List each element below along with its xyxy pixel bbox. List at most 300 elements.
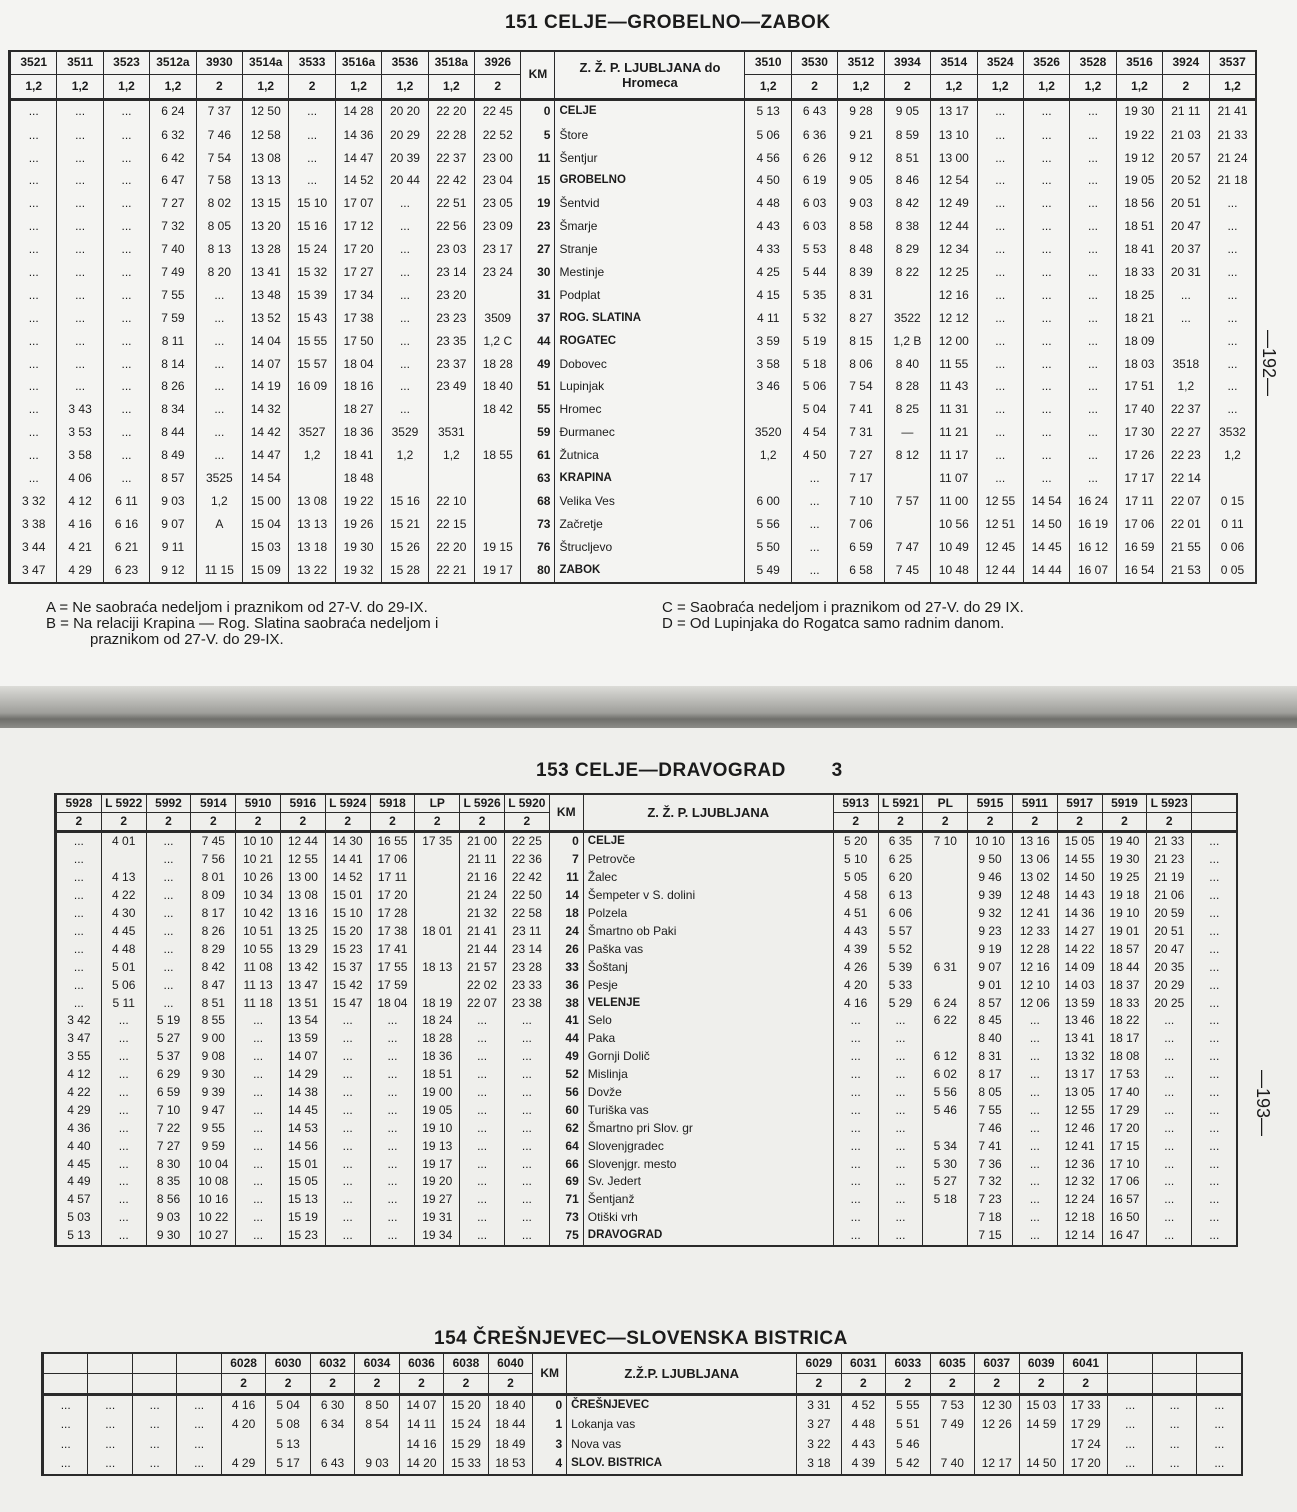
km-cell: 44: [549, 1030, 583, 1048]
time-cell: ...: [1070, 170, 1116, 193]
time-cell: 8 34: [150, 399, 196, 422]
station-name: Slovenjgradec: [583, 1138, 833, 1156]
train-class: 2: [833, 813, 878, 832]
time-cell: 9 00: [191, 1030, 236, 1048]
time-cell: 5 03: [57, 1209, 102, 1227]
station-name: CELJE: [583, 832, 833, 852]
time-cell: 9 11: [150, 536, 196, 559]
km-cell: 60: [549, 1102, 583, 1120]
time-cell: 6 21: [103, 536, 149, 559]
time-cell: ...: [57, 193, 103, 216]
time-cell: 22 21: [428, 559, 474, 582]
time-cell: 23 49: [428, 376, 474, 399]
time-cell: ...: [833, 1191, 878, 1209]
time-cell: 10 49: [931, 536, 977, 559]
time-cell: ...: [196, 399, 242, 422]
time-cell: 8 35: [146, 1173, 191, 1191]
train-number: 5914: [191, 795, 236, 813]
station-name: Žalec: [583, 869, 833, 887]
time-cell: ...: [1023, 124, 1069, 147]
time-cell: ...: [325, 1102, 370, 1120]
time-cell: 17 24: [1063, 1435, 1107, 1455]
time-cell: 21 03: [1163, 124, 1209, 147]
time-cell: 3 55: [57, 1048, 102, 1066]
time-cell: 15 13: [280, 1191, 325, 1209]
time-cell: 9 12: [150, 559, 196, 582]
time-cell: 12 36: [1057, 1156, 1102, 1174]
time-cell: 7 36: [968, 1156, 1013, 1174]
station-name: Stranje: [555, 239, 745, 262]
time-cell: 8 31: [968, 1048, 1013, 1066]
time-cell: 23 11: [504, 923, 549, 941]
train-class: 2: [221, 1373, 265, 1394]
time-cell: 17 41: [370, 941, 415, 959]
time-cell: 18 49: [488, 1435, 532, 1455]
train-number: L 5926: [460, 795, 505, 813]
time-cell: 8 15: [838, 330, 884, 353]
time-cell: ...: [11, 330, 57, 353]
station-name: Velika Ves: [555, 490, 745, 513]
train-class: [1108, 1373, 1152, 1394]
train-class: 2: [968, 813, 1013, 832]
time-cell: ...: [1108, 1394, 1152, 1415]
time-cell: ...: [1147, 1012, 1192, 1030]
time-cell: ...: [1147, 1120, 1192, 1138]
time-cell: [975, 1435, 1019, 1455]
time-cell: 16 12: [1070, 536, 1116, 559]
time-cell: ...: [833, 1227, 878, 1245]
time-cell: 4 20: [221, 1415, 265, 1435]
time-cell: 7 32: [968, 1173, 1013, 1191]
time-cell: 20 37: [1163, 239, 1209, 262]
time-cell: 3 38: [11, 513, 57, 536]
km-cell: 3: [533, 1435, 567, 1455]
note-c: C = Saobraća nedeljom i praznikom od 27-V. do 29 IX.: [662, 599, 1024, 616]
time-cell: 11 18: [236, 995, 281, 1013]
time-cell: 4 29: [221, 1454, 265, 1474]
km-cell: 23: [521, 216, 555, 239]
time-cell: 6 19: [791, 170, 837, 193]
time-cell: ...: [11, 307, 57, 330]
time-cell: 16 09: [289, 376, 335, 399]
train-number: 6032: [310, 1354, 354, 1373]
time-cell: ...: [1023, 147, 1069, 170]
time-cell: 7 47: [884, 536, 930, 559]
km-cell: 68: [521, 490, 555, 513]
time-cell: 18 16: [335, 376, 381, 399]
train-number: 3526: [1023, 52, 1069, 74]
time-cell: 6 13: [878, 887, 923, 905]
time-cell: [415, 905, 460, 923]
time-cell: ...: [88, 1415, 132, 1435]
time-cell: 7 17: [838, 468, 884, 491]
time-cell: ...: [1070, 193, 1116, 216]
time-cell: 5 04: [266, 1394, 310, 1415]
time-cell: 5 34: [923, 1138, 968, 1156]
time-cell: 17 15: [1102, 1138, 1147, 1156]
time-cell: 6 06: [878, 905, 923, 923]
time-cell: ...: [1108, 1435, 1152, 1455]
time-cell: ...: [370, 1209, 415, 1227]
time-cell: ...: [196, 376, 242, 399]
time-cell: ...: [103, 284, 149, 307]
time-cell: ...: [325, 1048, 370, 1066]
time-cell: ...: [1023, 216, 1069, 239]
time-cell: 21 44: [460, 941, 505, 959]
time-cell: 16 57: [1102, 1191, 1147, 1209]
time-cell: 21 32: [460, 905, 505, 923]
time-cell: 4 56: [745, 147, 791, 170]
time-cell: [475, 513, 521, 536]
time-cell: [745, 399, 791, 422]
time-cell: 6 20: [878, 869, 923, 887]
time-cell: 4 25: [745, 261, 791, 284]
station-name: Gornji Dolič: [583, 1048, 833, 1066]
time-cell: 13 54: [280, 1012, 325, 1030]
time-cell: 19 17: [415, 1156, 460, 1174]
time-cell: ...: [1209, 261, 1255, 284]
time-cell: 18 44: [1102, 959, 1147, 977]
time-cell: ...: [370, 1048, 415, 1066]
time-cell: 3 31: [797, 1394, 841, 1415]
time-cell: 15 57: [289, 353, 335, 376]
station-name: ZABOK: [555, 559, 745, 582]
time-cell: 19 00: [415, 1084, 460, 1102]
station-name: Začretje: [555, 513, 745, 536]
time-cell: ...: [57, 887, 102, 905]
time-cell: ...: [101, 1227, 146, 1245]
time-cell: ...: [1192, 1084, 1237, 1102]
time-cell: 23 37: [428, 353, 474, 376]
time-cell: 11 43: [931, 376, 977, 399]
time-cell: 7 18: [968, 1209, 1013, 1227]
time-cell: 12 58: [243, 124, 289, 147]
note-b-cont: praznikom od 27-V. do 29-IX.: [90, 631, 284, 648]
time-cell: 4 30: [101, 905, 146, 923]
time-cell: 18 04: [335, 353, 381, 376]
time-cell: 18 37: [1102, 977, 1147, 995]
time-cell: 3518: [1163, 353, 1209, 376]
time-cell: 22 37: [428, 147, 474, 170]
time-cell: 4 48: [101, 941, 146, 959]
time-cell: 14 41: [325, 851, 370, 869]
time-cell: ...: [103, 307, 149, 330]
time-cell: 13 48: [243, 284, 289, 307]
time-cell: 13 17: [931, 99, 977, 124]
time-cell: ...: [132, 1415, 176, 1435]
km-cell: 11: [549, 869, 583, 887]
time-cell: 11 07: [931, 468, 977, 491]
time-cell: 22 10: [428, 490, 474, 513]
time-cell: 5 51: [886, 1415, 930, 1435]
time-cell: 14 04: [243, 330, 289, 353]
time-cell: ...: [103, 216, 149, 239]
train-class: 2: [355, 1373, 399, 1394]
train-number: 5915: [968, 795, 1013, 813]
time-cell: 7 10: [146, 1102, 191, 1120]
time-cell: 7 37: [196, 99, 242, 124]
km-cell: 4: [533, 1454, 567, 1474]
time-cell: 6 59: [838, 536, 884, 559]
time-cell: 12 26: [975, 1415, 1019, 1435]
table-row: [57, 1173, 1237, 1191]
time-cell: ...: [1012, 1138, 1057, 1156]
time-cell: ...: [504, 1048, 549, 1066]
time-cell: ...: [11, 284, 57, 307]
time-cell: ...: [101, 1084, 146, 1102]
time-cell: 8 59: [884, 124, 930, 147]
time-cell: 10 27: [191, 1227, 236, 1245]
time-cell: ...: [382, 353, 428, 376]
time-cell: ...: [1023, 239, 1069, 262]
time-cell: 4 33: [745, 239, 791, 262]
time-cell: 19 22: [1116, 124, 1162, 147]
time-cell: 1,2: [428, 445, 474, 468]
time-cell: 17 30: [1116, 422, 1162, 445]
time-cell: 14 09: [1057, 959, 1102, 977]
train-class: [88, 1373, 132, 1394]
time-cell: 19 12: [1116, 147, 1162, 170]
train-class: 1,2: [838, 74, 884, 99]
time-cell: ...: [1209, 216, 1255, 239]
time-cell: 7 45: [191, 832, 236, 852]
time-cell: ...: [504, 1156, 549, 1174]
time-cell: 21 19: [1147, 869, 1192, 887]
time-cell: ...: [1192, 1191, 1237, 1209]
time-cell: ...: [370, 1066, 415, 1084]
time-cell: 5 04: [791, 399, 837, 422]
time-cell: 11 31: [931, 399, 977, 422]
time-cell: 18 01: [415, 923, 460, 941]
time-cell: ...: [57, 923, 102, 941]
time-cell: ...: [44, 1415, 88, 1435]
station-name: VELENJE: [583, 995, 833, 1013]
time-cell: 5 53: [791, 239, 837, 262]
time-cell: [415, 887, 460, 905]
time-cell: 20 25: [1147, 995, 1192, 1013]
station-name: Šmartno pri Slov. gr: [583, 1120, 833, 1138]
time-cell: 7 31: [838, 422, 884, 445]
train-number: 3523: [103, 52, 149, 74]
time-cell: 16 07: [1070, 559, 1116, 582]
time-cell: ...: [325, 1120, 370, 1138]
time-cell: ...: [1192, 1156, 1237, 1174]
time-cell: ...: [103, 376, 149, 399]
train-number: PL: [923, 795, 968, 813]
time-cell: 12 44: [280, 832, 325, 852]
time-cell: ...: [460, 1209, 505, 1227]
time-cell: 18 56: [1116, 193, 1162, 216]
time-cell: 13 00: [931, 147, 977, 170]
time-cell: 18 04: [370, 995, 415, 1013]
time-cell: ...: [103, 170, 149, 193]
time-cell: 3527: [289, 422, 335, 445]
time-cell: 20 29: [1147, 977, 1192, 995]
time-cell: 13 13: [289, 513, 335, 536]
time-cell: 4 22: [101, 887, 146, 905]
train-class: 1,2: [428, 74, 474, 99]
timetable-151: [10, 52, 1255, 582]
time-cell: ...: [1152, 1435, 1196, 1455]
time-cell: 13 05: [1057, 1084, 1102, 1102]
train-class: 2: [1012, 813, 1057, 832]
km-header: KM: [533, 1354, 567, 1394]
timetable-151-notes-left: [46, 600, 438, 648]
time-cell: 4 16: [57, 513, 103, 536]
time-cell: [923, 887, 968, 905]
time-cell: 16 50: [1102, 1209, 1147, 1227]
time-cell: 19 25: [1102, 869, 1147, 887]
time-cell: 18 25: [1116, 284, 1162, 307]
time-cell: 15 32: [289, 261, 335, 284]
time-cell: ...: [289, 124, 335, 147]
time-cell: ...: [146, 959, 191, 977]
km-cell: 36: [549, 977, 583, 995]
time-cell: ...: [878, 1209, 923, 1227]
train-class: 1,2: [57, 74, 103, 99]
time-cell: 9 08: [191, 1048, 236, 1066]
time-cell: 6 34: [310, 1415, 354, 1435]
time-cell: ...: [370, 1173, 415, 1191]
time-cell: ...: [325, 1209, 370, 1227]
time-cell: ...: [833, 1138, 878, 1156]
time-cell: 17 11: [370, 869, 415, 887]
time-cell: 13 00: [280, 869, 325, 887]
time-cell: ...: [11, 216, 57, 239]
time-cell: 6 02: [923, 1066, 968, 1084]
km-cell: 80: [521, 559, 555, 582]
time-cell: 9 12: [838, 147, 884, 170]
time-cell: 5 32: [791, 307, 837, 330]
time-cell: 19 05: [415, 1102, 460, 1120]
time-cell: ...: [1192, 1102, 1237, 1120]
time-cell: ...: [1147, 1138, 1192, 1156]
time-cell: ...: [57, 832, 102, 852]
time-cell: 18 51: [1116, 216, 1162, 239]
time-cell: ...: [977, 239, 1023, 262]
train-number: 3511: [57, 52, 103, 74]
time-cell: 12 12: [931, 307, 977, 330]
time-cell: 12 14: [1057, 1227, 1102, 1245]
km-cell: 75: [549, 1227, 583, 1245]
km-cell: 41: [549, 1012, 583, 1030]
time-cell: ...: [289, 170, 335, 193]
time-cell: 15 47: [325, 995, 370, 1013]
time-cell: 13 22: [289, 559, 335, 582]
time-cell: ...: [44, 1394, 88, 1415]
time-cell: 21 53: [1163, 559, 1209, 582]
time-cell: 8 51: [884, 147, 930, 170]
time-cell: 22 42: [428, 170, 474, 193]
time-cell: 14 11: [399, 1415, 443, 1435]
time-cell: ...: [1192, 1227, 1237, 1245]
time-cell: ...: [1023, 353, 1069, 376]
time-cell: 14 47: [335, 147, 381, 170]
km-cell: 49: [549, 1048, 583, 1066]
time-cell: 6 00: [745, 490, 791, 513]
km-cell: 0: [533, 1394, 567, 1415]
page-number-193: —193—: [1253, 1070, 1273, 1137]
time-cell: 15 01: [280, 1156, 325, 1174]
km-cell: 69: [549, 1173, 583, 1191]
station-name: Šoštanj: [583, 959, 833, 977]
time-cell: ...: [1147, 1173, 1192, 1191]
time-cell: 17 53: [1102, 1066, 1147, 1084]
time-cell: 10 10: [236, 832, 281, 852]
time-cell: 12 50: [243, 99, 289, 124]
time-cell: ...: [196, 422, 242, 445]
time-cell: 8 57: [968, 995, 1013, 1013]
time-cell: 20 31: [1163, 261, 1209, 284]
t154-header-row: [44, 1354, 1242, 1373]
time-cell: 3 53: [57, 422, 103, 445]
time-cell: 3 59: [745, 330, 791, 353]
time-cell: ...: [325, 1012, 370, 1030]
time-cell: ...: [57, 353, 103, 376]
time-cell: 4 39: [833, 941, 878, 959]
time-cell: 0 05: [1209, 559, 1255, 582]
train-class: 1,2: [1070, 74, 1116, 99]
time-cell: ...: [382, 261, 428, 284]
train-number: 6035: [930, 1354, 974, 1373]
time-cell: 22 36: [504, 851, 549, 869]
time-cell: 10 51: [236, 923, 281, 941]
time-cell: 6 59: [146, 1084, 191, 1102]
time-cell: 20 59: [1147, 905, 1192, 923]
table-row: [11, 399, 1256, 422]
train-number: 3528: [1070, 52, 1116, 74]
time-cell: ...: [101, 1012, 146, 1030]
train-number: 3514a: [243, 52, 289, 74]
train-number: 3533: [289, 52, 335, 74]
time-cell: ...: [196, 307, 242, 330]
time-cell: 18 36: [335, 422, 381, 445]
train-number: 3516a: [335, 52, 381, 74]
time-cell: 13 17: [1057, 1066, 1102, 1084]
time-cell: ...: [11, 239, 57, 262]
train-number: 5916: [280, 795, 325, 813]
time-cell: 8 46: [884, 170, 930, 193]
time-cell: 7 15: [968, 1227, 1013, 1245]
time-cell: [382, 468, 428, 491]
time-cell: ...: [370, 1012, 415, 1030]
train-class: 1,2: [335, 74, 381, 99]
time-cell: ...: [504, 1173, 549, 1191]
train-class: 2: [475, 74, 521, 99]
time-cell: 16 59: [1116, 536, 1162, 559]
time-cell: 21 00: [460, 832, 505, 852]
time-cell: 15 24: [289, 239, 335, 262]
time-cell: 5 18: [923, 1191, 968, 1209]
time-cell: ...: [1012, 1012, 1057, 1030]
train-class: 1,2: [1209, 74, 1255, 99]
time-cell: 18 08: [1102, 1048, 1147, 1066]
time-cell: 5 52: [878, 941, 923, 959]
time-cell: ...: [57, 941, 102, 959]
table-row: [57, 1084, 1237, 1102]
km-cell: 73: [549, 1209, 583, 1227]
time-cell: 1,2 B: [884, 330, 930, 353]
time-cell: ...: [11, 99, 57, 124]
time-cell: 14 36: [335, 124, 381, 147]
time-cell: 7 23: [968, 1191, 1013, 1209]
time-cell: 6 47: [150, 170, 196, 193]
km-cell: 11: [521, 147, 555, 170]
time-cell: 14 30: [325, 832, 370, 852]
time-cell: ...: [325, 1156, 370, 1174]
time-cell: 22 14: [1163, 468, 1209, 491]
train-number: 5910: [236, 795, 281, 813]
